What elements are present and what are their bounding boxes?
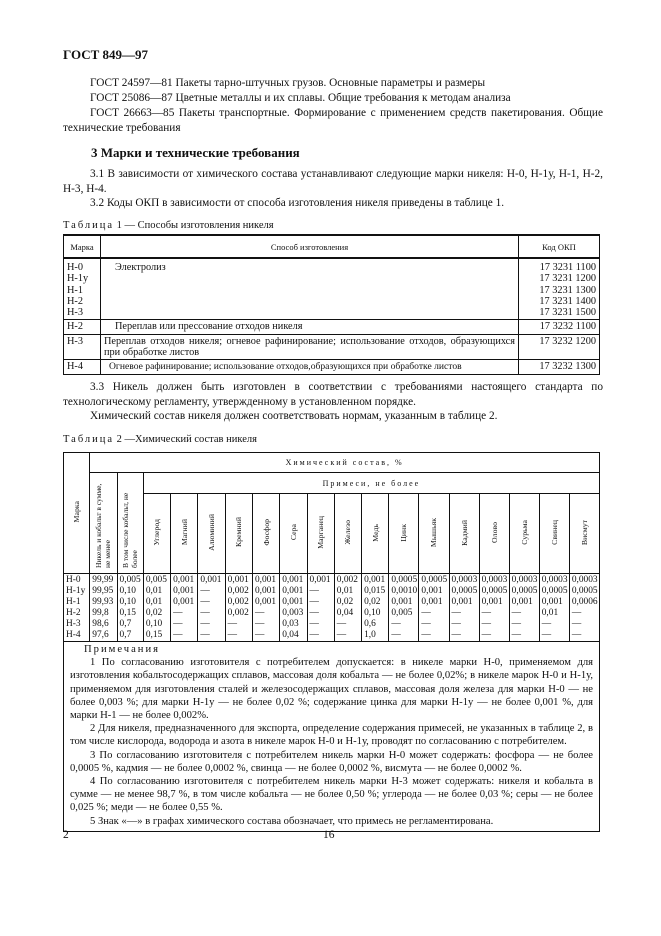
table2-value-column <box>479 574 509 642</box>
table-cell: 0,15 <box>119 608 136 618</box>
table-cell: 0,0005 <box>451 586 478 596</box>
table-cell: — <box>481 630 491 640</box>
table-cell: 0,04 <box>336 608 354 618</box>
paragraph-3-1: 3.1 В зависимости от химического состава устанавливают следующие марки никеля: Н-0, Н-1у, Н-1, Н-2, Н-3, Н-4. <box>63 168 603 195</box>
table-cell: 0,001 <box>511 597 533 607</box>
table1-header-method: Способ изготовления <box>101 235 519 258</box>
table-cell: — <box>200 597 210 607</box>
mark-label: Н-4 <box>64 360 101 374</box>
table-cell: 0,005 <box>119 575 141 585</box>
table-cell: 0,001 <box>421 586 443 596</box>
table-cell: Н-3 <box>66 619 81 629</box>
table2-element-header: Магний <box>171 494 198 574</box>
note-5: 5 Знак «—» в графах химического состава обозначает, что примесь не регламентирована. <box>90 815 494 827</box>
mark-label: Н-1 <box>67 284 84 296</box>
table2-value-column <box>362 574 389 642</box>
table-cell: — <box>200 630 210 640</box>
table2-element-header-row <box>64 494 600 574</box>
section-title: 3 Марки и технические требования <box>91 145 300 160</box>
table2-value-column <box>419 574 449 642</box>
table-cell: 0,0005 <box>421 575 448 585</box>
table-cell: 0,0005 <box>541 586 568 596</box>
table2-value-column <box>198 574 225 642</box>
table2-element-header: Кадмий <box>449 494 479 574</box>
table-cell: 0,015 <box>364 586 386 596</box>
table-cell: — <box>541 619 552 629</box>
table-cell: 0,001 <box>451 597 473 607</box>
table-cell: 0,10 <box>119 597 136 607</box>
mark-label: Н-0 <box>67 262 84 273</box>
table-cell: — <box>173 619 183 629</box>
table-cell: 0,001 <box>254 575 277 585</box>
table1-caption-label: Таблица <box>63 220 115 231</box>
table2-element-header: Фосфор <box>252 494 279 574</box>
table-cell: 0,7 <box>119 619 132 629</box>
reference-3: ГОСТ 26663—85 Пакеты транспортные. Формирование с применением средств пакетирования. Общие технические требования <box>63 107 603 134</box>
okp-code: 17 3232 1300 <box>519 360 600 374</box>
table2-element-header: Цинк <box>389 494 419 574</box>
table1-caption-text: 1 — Способы изготовления никеля <box>116 220 274 231</box>
table-cell: 0,0005 <box>511 586 538 596</box>
table2-values-row <box>64 574 600 642</box>
table-cell: 0,001 <box>254 586 277 596</box>
table-cell: 0,0006 <box>571 597 598 607</box>
table-cell: 0,0003 <box>541 575 568 585</box>
table2-element-header: Мышьяк <box>419 494 449 574</box>
table-cell: 0,01 <box>541 608 559 618</box>
note-1: 1 По согласованию изготовителя с потребителем допускается: в никеле марки Н-0, применяемом для изготовления кобальтосодержащих сплавов, массовая доля кобальта — не более 0,02%; в никеле марок Н-0 и Н-1у, применяемом для изготовления сталей и железосодержащих сплавов, массовая доля железа для марки Н-0 — не более 0,003 %; для марки Н-1у — не более 0,02 %; содержание цинка для марки Н-1у — не более 0,001 %, для марки Н-1 — не более 0,002%. <box>70 657 593 722</box>
method-cell: Переплав или прессование отходов никеля <box>101 320 519 334</box>
table-cell: 0,001 <box>421 597 443 607</box>
table-cell: — <box>571 630 582 640</box>
okp-code: 17 3231 1100 <box>539 262 596 273</box>
table2-element-header: Сурьма <box>509 494 539 574</box>
table-cell: — <box>200 608 210 618</box>
table-cell: 0,0003 <box>511 575 538 585</box>
table-cell: — <box>173 630 183 640</box>
table-row <box>64 258 600 320</box>
table-cell: — <box>227 630 238 640</box>
table-cell: 0,0010 <box>391 586 418 596</box>
table-cell: 98,6 <box>92 619 109 629</box>
table-cell: 0,02 <box>364 597 381 607</box>
mark-label: Н-2 <box>64 320 101 334</box>
table-cell: 0,0005 <box>391 575 418 585</box>
paragraph-3-3: 3.3 Никель должен быть изготовлен в соответствии с требованиями настоящего стандарта по технологическому регламенту, утвержденному в установленном порядке. <box>63 381 603 408</box>
table2-value-column <box>143 574 170 642</box>
table-cell: — <box>571 608 582 618</box>
table-cell: — <box>511 608 522 618</box>
table-cell: 0,001 <box>282 575 304 585</box>
table-cell: 0,02 <box>145 608 163 618</box>
table-cell: — <box>254 608 265 618</box>
table-cell: Н-2 <box>66 608 81 618</box>
table-cell: — <box>571 619 582 629</box>
table1-marks-cell <box>64 258 101 320</box>
paragraph-chem-composition: Химический состав никеля должен соответствовать нормам, указанным в таблице 2. <box>90 410 498 422</box>
table2-element-header: Медь <box>362 494 389 574</box>
table2-element-header: Висмут <box>569 494 599 574</box>
table-cell: — <box>336 630 347 640</box>
table2-caption-label: Таблица <box>63 434 115 445</box>
table-cell: 0,001 <box>254 597 277 607</box>
table-cell: Н-1 <box>66 597 81 607</box>
table-cell: 0,001 <box>391 597 413 607</box>
table-cell: Н-0 <box>66 575 81 585</box>
table-cell: 1,0 <box>364 630 376 640</box>
table-cell: 0,01 <box>336 586 354 596</box>
table-cell: — <box>421 608 431 618</box>
table-cell: 0,003 <box>282 608 304 618</box>
table-cell: 0,005 <box>145 575 167 585</box>
footer-page-number: 16 <box>323 829 335 841</box>
table-cell: 0,15 <box>145 630 163 640</box>
table-cell: 0,10 <box>119 586 136 596</box>
okp-code: 17 3232 1200 <box>519 334 600 360</box>
table-cell: — <box>173 608 183 618</box>
table-cell: 0,002 <box>336 575 358 585</box>
table2-value-column <box>449 574 479 642</box>
method-cell: Огневое рафинирование; использование отходов,образующихся при обработке листов <box>101 360 519 374</box>
table-cell: 97,6 <box>92 630 109 640</box>
table2-header-mark: Марка <box>64 453 90 574</box>
table-cell: — <box>511 630 522 640</box>
table-cell: 0,005 <box>391 608 413 618</box>
table-cell: 0,02 <box>336 597 354 607</box>
table-row <box>64 334 600 360</box>
table-cell: — <box>309 608 319 618</box>
table-cell: 0,10 <box>364 608 381 618</box>
table-cell: 0,03 <box>282 619 299 629</box>
table-cell: 0,001 <box>282 586 304 596</box>
table1-caption <box>63 220 274 231</box>
table-cell: 0,001 <box>282 597 304 607</box>
table-cell: — <box>309 630 319 640</box>
table-cell: 0,001 <box>200 575 222 585</box>
okp-code: 17 3231 1500 <box>539 307 596 319</box>
table-cell: 0,002 <box>227 597 249 607</box>
table-cell: — <box>421 630 431 640</box>
table1-codes-cell <box>519 258 600 320</box>
table-cell: — <box>391 630 401 640</box>
reference-2: ГОСТ 25086—87 Цветные металлы и их сплавы. Общие требования к методам анализа <box>90 92 511 104</box>
table-cell: 99,99 <box>92 575 114 585</box>
table-cell: — <box>451 619 461 629</box>
table-cell: 0,04 <box>282 630 299 640</box>
table-cell: 0,001 <box>364 575 386 585</box>
table-cell: Н-4 <box>66 630 81 640</box>
table2-value-column <box>252 574 279 642</box>
table-cell: — <box>254 619 265 629</box>
table2-caption-text: 2 —Химический состав никеля <box>116 434 257 445</box>
table2-value-column <box>539 574 569 642</box>
table-cell: 0,01 <box>145 586 163 596</box>
mark-label: Н-3 <box>64 334 101 360</box>
table-cell: 99,93 <box>92 597 114 607</box>
table2-value-column <box>509 574 539 642</box>
table-cell: — <box>391 619 401 629</box>
table-production-methods <box>63 234 600 375</box>
note-2: 2 Для никеля, предназначенного для экспорта, определение содержания примесей, не указанных в таблице 2, в том числе кислорода, водорода и азота в никеле марок Н-0 и Н-1у, проводят по согласованию с потребителем. <box>70 723 593 748</box>
table-cell: — <box>421 619 431 629</box>
table2-header-co: В том числе кобальт, не более <box>117 473 143 574</box>
table-cell: 0,002 <box>227 608 249 618</box>
okp-code: 17 3231 1400 <box>539 295 596 307</box>
table-cell: — <box>481 608 491 618</box>
table-cell: — <box>451 608 461 618</box>
table2-element-header: Алюминий <box>198 494 225 574</box>
table-cell: 0,001 <box>541 597 563 607</box>
table2-caption <box>63 434 257 445</box>
table2-header-impurities: Примеси, не более <box>143 473 599 494</box>
table2-value-column <box>90 574 117 642</box>
table-cell: — <box>309 586 319 596</box>
document-header: ГОСТ 849—97 <box>63 47 149 62</box>
table-row <box>64 320 600 334</box>
okp-code: 17 3231 1300 <box>539 284 596 296</box>
footer-left-page: 2 <box>63 829 69 841</box>
table-cell: 0,001 <box>227 575 249 585</box>
table2-value-column <box>569 574 599 642</box>
table2-header-ni-co: Никель и кобальт в сумме, не менее <box>90 473 117 574</box>
paragraph-3-2: 3.2 Коды ОКП в зависимости от способа изготовления никеля приведены в таблице 1. <box>90 197 505 209</box>
table-cell: Н-1у <box>66 586 86 596</box>
table-chemical-composition <box>63 452 600 832</box>
table-cell: — <box>309 619 319 629</box>
table1-header-code: Код ОКП <box>519 235 600 258</box>
table2-value-column <box>334 574 361 642</box>
mark-label: Н-3 <box>67 307 84 319</box>
table2-value-column <box>225 574 252 642</box>
table-cell: 0,001 <box>309 575 331 585</box>
table-cell: 0,002 <box>227 586 249 596</box>
notes-title: Примечания <box>84 644 160 655</box>
table2-element-header: Железо <box>334 494 361 574</box>
table-cell: 0,0005 <box>571 586 598 596</box>
table-cell: — <box>336 619 347 629</box>
table2-value-column <box>307 574 334 642</box>
table-cell: 0,0003 <box>571 575 598 585</box>
table2-value-column <box>280 574 307 642</box>
table-cell: 0,001 <box>173 586 195 596</box>
table-cell: — <box>309 597 319 607</box>
table-cell: 0,7 <box>119 630 132 640</box>
mark-label: Н-2 <box>67 295 84 307</box>
table2-element-header: Олово <box>479 494 509 574</box>
table-cell: 0,10 <box>145 619 163 629</box>
reference-1: ГОСТ 24597—81 Пакеты тарно-штучных грузов. Основные параметры и размеры <box>90 77 486 89</box>
table2-header-composition: Химический состав, % <box>90 453 600 473</box>
table-cell: — <box>200 619 210 629</box>
table2-value-column <box>389 574 419 642</box>
table-cell: — <box>481 619 491 629</box>
table-cell: — <box>541 630 552 640</box>
table-cell: 0,01 <box>145 597 163 607</box>
table2-element-header: Свинец <box>539 494 569 574</box>
method-cell: Переплав отходов никеля; огневое рафинирование; использование отходов, образующихся при обработке листов <box>101 334 519 360</box>
table-cell: — <box>254 630 265 640</box>
table2-element-header: Сера <box>280 494 307 574</box>
method-cell: Электролиз <box>101 258 519 320</box>
table1-header-mark: Марка <box>64 235 101 258</box>
table2-mark-column <box>64 574 90 642</box>
table2-value-column <box>117 574 143 642</box>
table-cell: 0,6 <box>364 619 376 629</box>
table2-notes <box>64 642 600 832</box>
table2-element-header: Углерод <box>143 494 170 574</box>
table-row <box>64 360 600 374</box>
table-cell: — <box>451 630 461 640</box>
table-cell: 0,001 <box>173 597 195 607</box>
table-cell: 0,001 <box>481 597 503 607</box>
table-cell: 0,001 <box>173 575 195 585</box>
table2-value-column <box>171 574 198 642</box>
table-cell: 0,0003 <box>481 575 508 585</box>
table-cell: — <box>511 619 522 629</box>
table-cell: 0,0005 <box>481 586 508 596</box>
table-cell: — <box>227 619 238 629</box>
table-cell: — <box>200 586 210 596</box>
table2-element-header: Марганец <box>307 494 334 574</box>
okp-code: 17 3231 1200 <box>539 273 596 285</box>
note-4: 4 По согласованию изготовителя с потребителем никель марки Н-3 может содержать: никеля и кобальта в сумме — не менее 98,7 %, в том числе кобальта — не более 0,50 %; углерода — не более 0,03 %; серы — не более 0,025 %; меди — не более 0,55 %. <box>70 776 593 814</box>
mark-label: Н-1у <box>67 273 89 285</box>
table-cell: 99,95 <box>92 586 114 596</box>
table2-element-header: Кремний <box>225 494 252 574</box>
table-cell: 0,0003 <box>451 575 478 585</box>
okp-code: 17 3232 1100 <box>519 320 600 334</box>
note-3: 3 По согласованию изготовителя с потребителем никель марки Н-0 может содержать: фосфора — не более 0,0005 %, кадмия — не более 0,0002 %, свинца — не более 0,0002 %, висмута — не более 0,0002 %. <box>70 749 593 774</box>
table-cell: 99,8 <box>92 608 109 618</box>
